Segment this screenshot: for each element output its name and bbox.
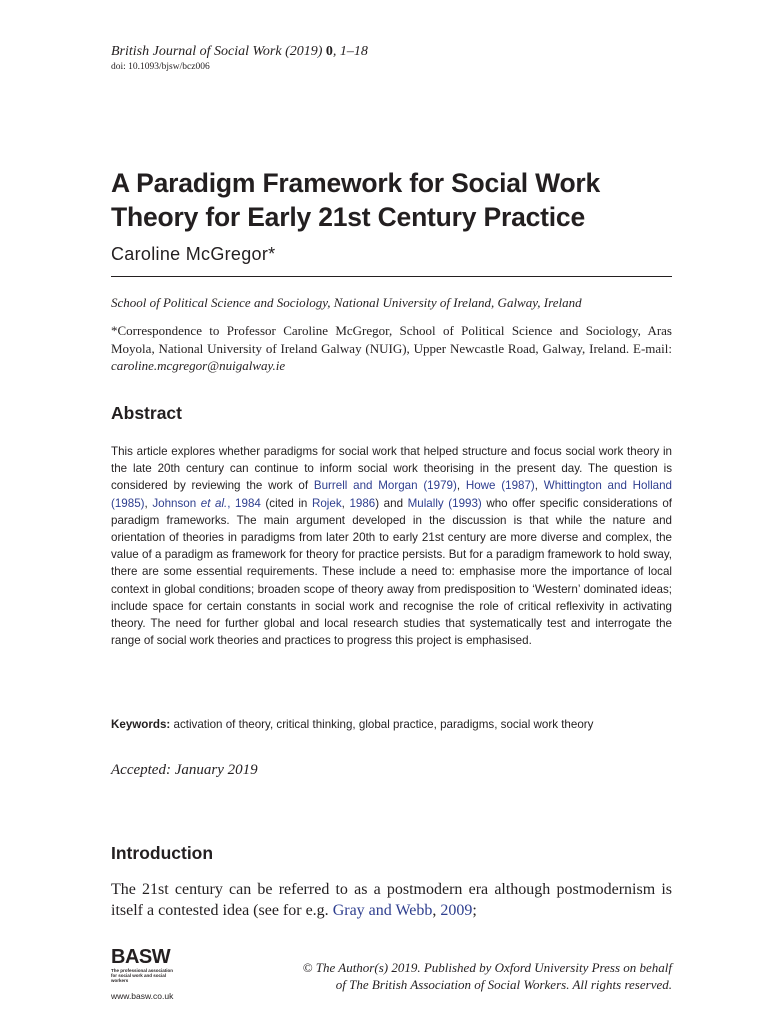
citation-johnson-etal: et al. xyxy=(200,496,228,510)
keywords xyxy=(111,716,672,733)
abstract-separator: , xyxy=(144,496,153,510)
basw-tagline: The professional association for social work and social workers xyxy=(111,968,174,983)
author-email[interactable]: caroline.mcgregor@nuigalway.ie xyxy=(111,358,286,373)
introduction-text xyxy=(111,880,672,921)
abstract-separator: , xyxy=(534,479,544,493)
abstract-text xyxy=(111,443,672,649)
citation-johnson-year: , 1984 xyxy=(227,496,261,510)
journal-citation xyxy=(111,44,368,60)
abstract-text-part: (cited in xyxy=(260,496,312,510)
citation-link-johnson[interactable] xyxy=(152,497,261,510)
author-name: Caroline McGregor* xyxy=(111,244,276,264)
article-title: A Paradigm Framework for Social Work Theory for Early 21st Century Practice xyxy=(111,168,601,232)
affiliation: School of Political Science and Sociology, National University of Ireland, Galway, Ireland xyxy=(111,295,582,310)
citation-link-rojek[interactable]: Rojek xyxy=(311,496,342,510)
correspondence xyxy=(111,322,672,375)
citation-link-mulally[interactable]: Mulally (1993) xyxy=(407,496,482,510)
basw-logo-block xyxy=(111,947,191,1001)
basw-url[interactable]: www.basw.co.uk xyxy=(111,991,174,1001)
copyright-notice xyxy=(240,959,672,993)
journal-volume: 0 xyxy=(325,44,333,59)
citation-link-whittington-holland[interactable]: Whittington and Holland (1985) xyxy=(111,479,672,510)
title-divider xyxy=(111,276,672,277)
keywords-list: activation of theory, critical thinking, global practice, paradigms, social work theory xyxy=(170,718,594,731)
citation-link-burrell-morgan[interactable]: Burrell and Morgan (1979) xyxy=(313,479,457,493)
abstract-text-part: This article explores whether paradigms for social work that helped structure and focus social work theory in the late 20th century can continue to inform social work theorising in the present day. The question is considered by reviewing the work of xyxy=(111,445,672,493)
introduction-separator: , xyxy=(432,901,441,919)
basw-logo: BASW xyxy=(111,946,171,968)
abstract-separator: , xyxy=(341,496,350,510)
citation-link-gray-webb-year[interactable]: 2009 xyxy=(440,901,473,919)
keywords-label: Keywords: xyxy=(111,718,171,731)
citation-link-rojek-year[interactable]: 1986 xyxy=(349,496,376,510)
introduction-heading: Introduction xyxy=(111,843,214,863)
citation-link-gray-webb[interactable]: Gray and Webb xyxy=(332,901,433,919)
journal-pages: , 1–18 xyxy=(332,44,368,59)
introduction-tail: ; xyxy=(472,901,477,919)
journal-name: British Journal of Social Work (2019) xyxy=(111,44,323,59)
accepted-date: Accepted: January 2019 xyxy=(111,762,258,778)
introduction-text-part: The 21st century can be referred to as a postmodern era although postmodernism is itself a contested idea (see for e.g. xyxy=(111,881,672,919)
abstract-text-part: ) and xyxy=(375,496,408,510)
copyright-line-2: of The British Association of Social Workers. All rights reserved. xyxy=(335,977,672,992)
abstract-separator: , xyxy=(456,479,466,493)
correspondence-text: *Correspondence to Professor Caroline McGregor, School of Political Science and Sociology, Aras Moyola, National University of Ireland Galway (NUIG), Upper Newcastle Road, Galway, Ireland. E-mail: xyxy=(111,323,672,356)
doi: doi: 10.1093/bjsw/bcz006 xyxy=(111,62,210,72)
abstract-text-part: who offer specific considerations of paradigm frameworks. The main argument developed in the discussion is that while the nature and orientation of theories in paradigms from later 20th to early 21st century are more diverse and complex, the value of a paradigm as framework for theory for practice persists. But for a paradigm framework to hold sway, there are some essential requirements. These include a need to: emphasise more the importance of local context in global conditions; broaden scope of theory away from predisposition to ‘Western’ dominated ideas; include space for certain constants in social work and recognise the role of critical reflexivity in activating theory. The need for further global and local research studies that systematically test and interrogate the range of social work theories and practices to progress this project is emphasised. xyxy=(111,496,673,648)
citation-johnson-name: Johnson xyxy=(152,496,201,510)
copyright-line-1: © The Author(s) 2019. Published by Oxford University Press on behalf xyxy=(302,960,672,975)
citation-link-howe[interactable]: Howe (1987) xyxy=(465,479,535,493)
abstract-heading: Abstract xyxy=(111,403,182,423)
